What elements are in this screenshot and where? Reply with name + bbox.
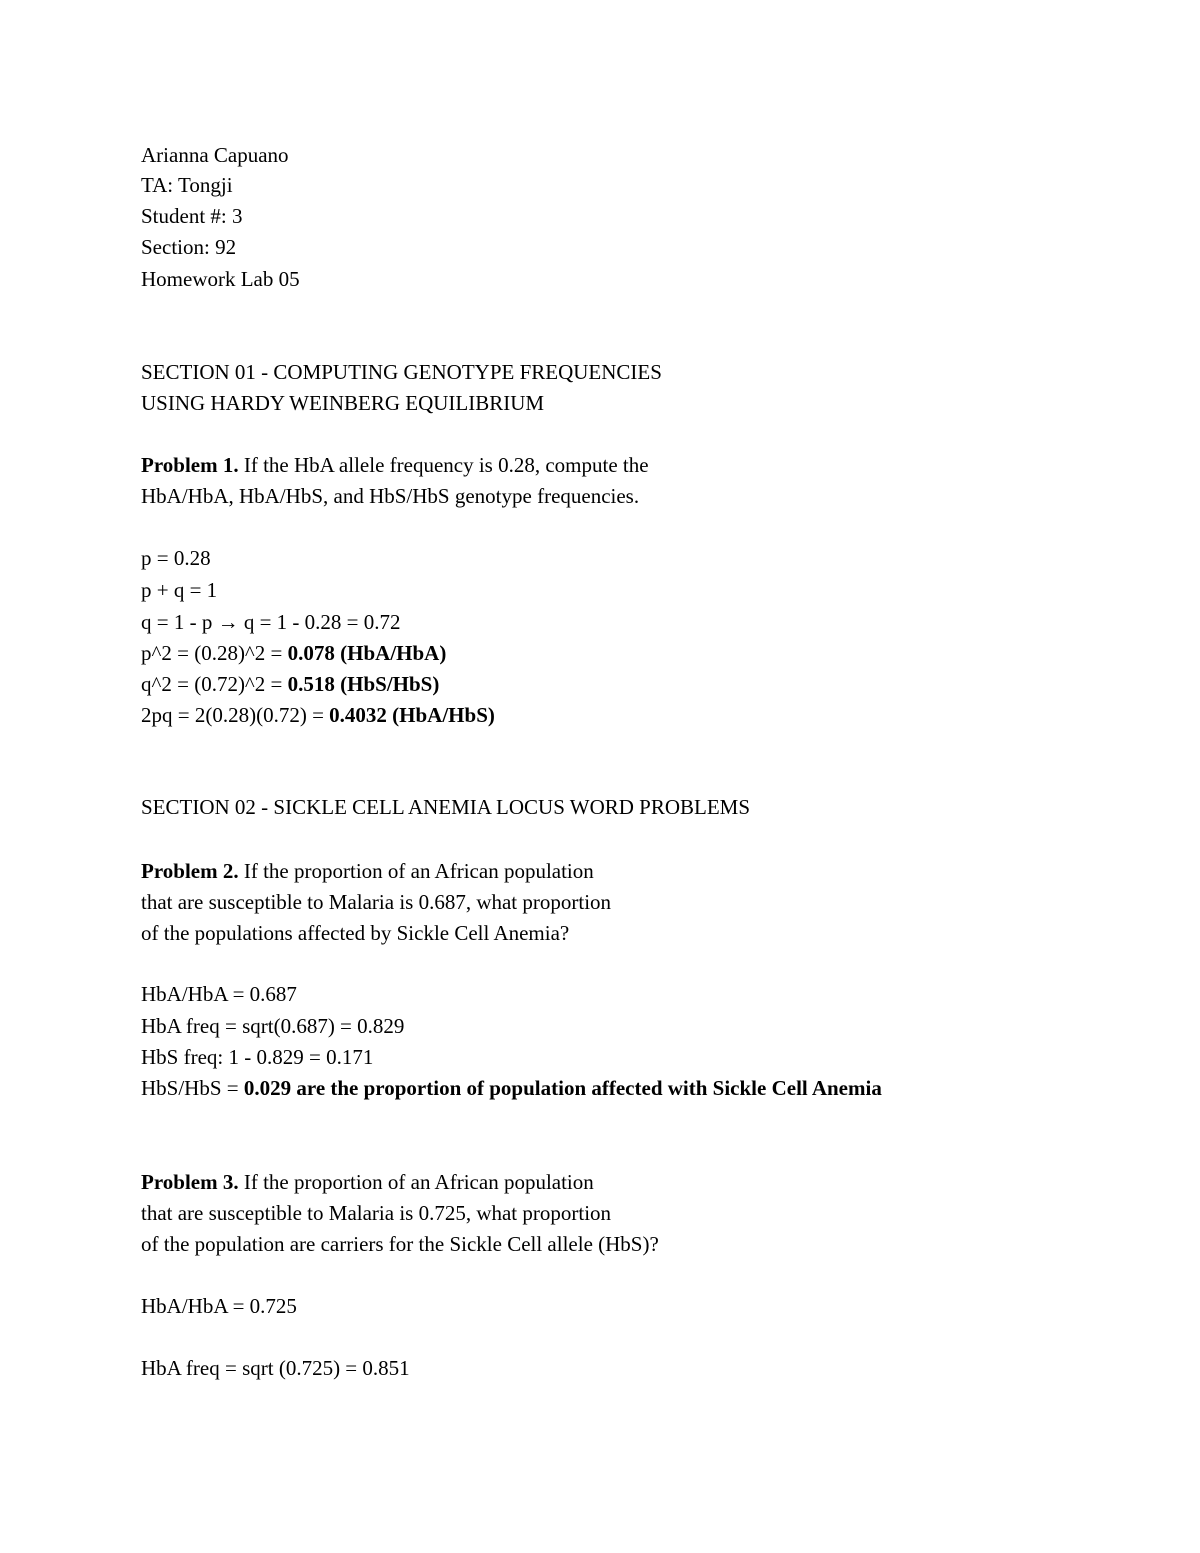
- problem3-question-line3: of the population are carriers for the Sickle Cell allele (HbS)?: [141, 1232, 659, 1256]
- student-name: Arianna Capuano: [141, 143, 289, 167]
- problem1-work-line: q = 1 - p → q = 1 - 0.28 = 0.72: [141, 610, 401, 634]
- problem2-work-line: [141, 1073, 882, 1104]
- problem3-label: Problem 3.: [141, 1170, 239, 1194]
- problem2-work-line: HbA freq = sqrt(0.687) = 0.829: [141, 1014, 405, 1038]
- problem1-work-line: p = 0.28: [141, 546, 211, 570]
- problem2-question-line2: that are susceptible to Malaria is 0.687, what proportion: [141, 890, 612, 914]
- assignment-title: Homework Lab 05: [141, 267, 300, 291]
- equation-text: HbS/HbS =: [141, 1076, 244, 1100]
- problem2-work-line: HbS freq: 1 - 0.829 = 0.171: [141, 1045, 374, 1069]
- problem1-work-line: p + q = 1: [141, 578, 218, 602]
- section1-heading-line1: SECTION 01 - COMPUTING GENOTYPE FREQUENCIES: [141, 360, 662, 384]
- problem1-text: If the HbA allele frequency is 0.28, compute the: [238, 453, 649, 477]
- problem1-work-line: [141, 700, 495, 731]
- problem2-question-line1: [141, 856, 594, 887]
- problem1-label: Problem 1.: [141, 453, 239, 477]
- problem3-work-line: HbA freq = sqrt (0.725) = 0.851: [141, 1356, 410, 1380]
- problem2-question-line3: of the populations affected by Sickle Cell Anemia?: [141, 921, 570, 945]
- section1-heading-line2: USING HARDY WEINBERG EQUILIBRIUM: [141, 391, 545, 415]
- section2-heading: SECTION 02 - SICKLE CELL ANEMIA LOCUS WORD PROBLEMS: [141, 795, 751, 819]
- problem3-question-line2: that are susceptible to Malaria is 0.725, what proportion: [141, 1201, 612, 1225]
- answer-text: 0.4032 (HbA/HbS): [329, 703, 495, 727]
- answer-text: 0.078 (HbA/HbA): [287, 641, 447, 665]
- problem1-question-line1: [141, 450, 649, 481]
- problem2-text: If the proportion of an African population: [238, 859, 594, 883]
- problem3-question-line1: [141, 1167, 594, 1198]
- answer-text: 0.518 (HbS/HbS): [287, 672, 440, 696]
- answer-text: 0.029 are the proportion of population affected with Sickle Cell Anemia: [243, 1076, 882, 1100]
- student-number-line: Student #: 3: [141, 204, 243, 228]
- problem3-work-line: HbA/HbA = 0.725: [141, 1294, 297, 1318]
- ta-line: TA: Tongji: [141, 173, 233, 197]
- problem1-work-line: [141, 638, 446, 669]
- equation-text: q^2 = (0.72)^2 =: [141, 672, 288, 696]
- problem2-work-line: HbA/HbA = 0.687: [141, 982, 297, 1006]
- problem3-text: If the proportion of an African population: [238, 1170, 594, 1194]
- problem2-label: Problem 2.: [141, 859, 239, 883]
- equation-text: 2pq = 2(0.28)(0.72) =: [141, 703, 330, 727]
- section-number-line: Section: 92: [141, 235, 237, 259]
- problem1-work-line: [141, 669, 439, 700]
- equation-text: p^2 = (0.28)^2 =: [141, 641, 288, 665]
- problem1-question-line2: HbA/HbA, HbA/HbS, and HbS/HbS genotype frequencies.: [141, 484, 640, 508]
